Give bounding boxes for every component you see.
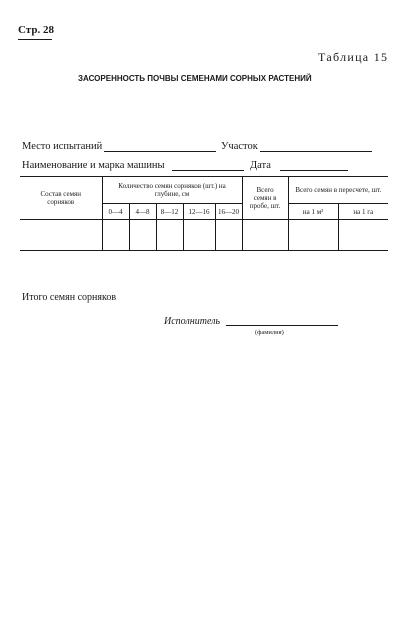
header-depth-4-8: 4—8: [129, 204, 156, 220]
weed-seeds-table: [20, 176, 388, 251]
machine-field[interactable]: [172, 170, 244, 171]
cell-depth-4-8[interactable]: [129, 220, 156, 251]
plot-label: Участок: [221, 141, 258, 152]
header-per-m2: на 1 м²: [288, 204, 338, 220]
header-depth-8-12: 8—12: [156, 204, 183, 220]
page-number: Стр. 28: [18, 24, 54, 36]
header-per-ha: на 1 га: [338, 204, 388, 220]
cell-depth-8-12[interactable]: [156, 220, 183, 251]
surname-caption: (фамилия): [255, 329, 284, 336]
plot-field[interactable]: [260, 151, 372, 152]
executor-label: Исполнитель: [164, 316, 221, 327]
header-depth-0-4: 0—4: [102, 204, 129, 220]
header-total-in-sample: Всего семян в пробе, шт.: [242, 177, 288, 220]
cell-per-m2[interactable]: [288, 220, 338, 251]
header-depth-12-16: 12—16: [183, 204, 215, 220]
cell-depth-16-20[interactable]: [215, 220, 242, 251]
total-weed-seeds-label: Итого семян сорняков: [22, 292, 117, 303]
page-number-underline: [18, 39, 52, 40]
header-quantity-by-depth: Количество семян сорняков (шт.) на глубине, см: [102, 177, 242, 204]
document-title: ЗАСОРЕННОСТЬ ПОЧВЫ СЕМЕНАМИ СОРНЫХ РАСТЕНИЙ: [78, 74, 312, 83]
cell-per-ha[interactable]: [338, 220, 388, 251]
date-field[interactable]: [280, 170, 348, 171]
machine-label: Наименование и марка машины: [22, 160, 165, 171]
table-label: Таблица 15: [318, 50, 389, 64]
executor-field[interactable]: [226, 325, 338, 326]
cell-total-in-sample[interactable]: [242, 220, 288, 251]
cell-depth-12-16[interactable]: [183, 220, 215, 251]
test-place-field[interactable]: [104, 151, 216, 152]
header-total-converted: Всего семян в пересчете, шт.: [288, 177, 388, 204]
cell-weed-composition[interactable]: [20, 220, 102, 251]
table-row: [20, 220, 388, 251]
cell-depth-0-4[interactable]: [102, 220, 129, 251]
header-weed-composition: Состав семян сорняков: [20, 177, 102, 220]
header-depth-16-20: 16—20: [215, 204, 242, 220]
test-place-label: Место испытаний: [22, 141, 103, 152]
date-label: Дата: [250, 160, 271, 171]
